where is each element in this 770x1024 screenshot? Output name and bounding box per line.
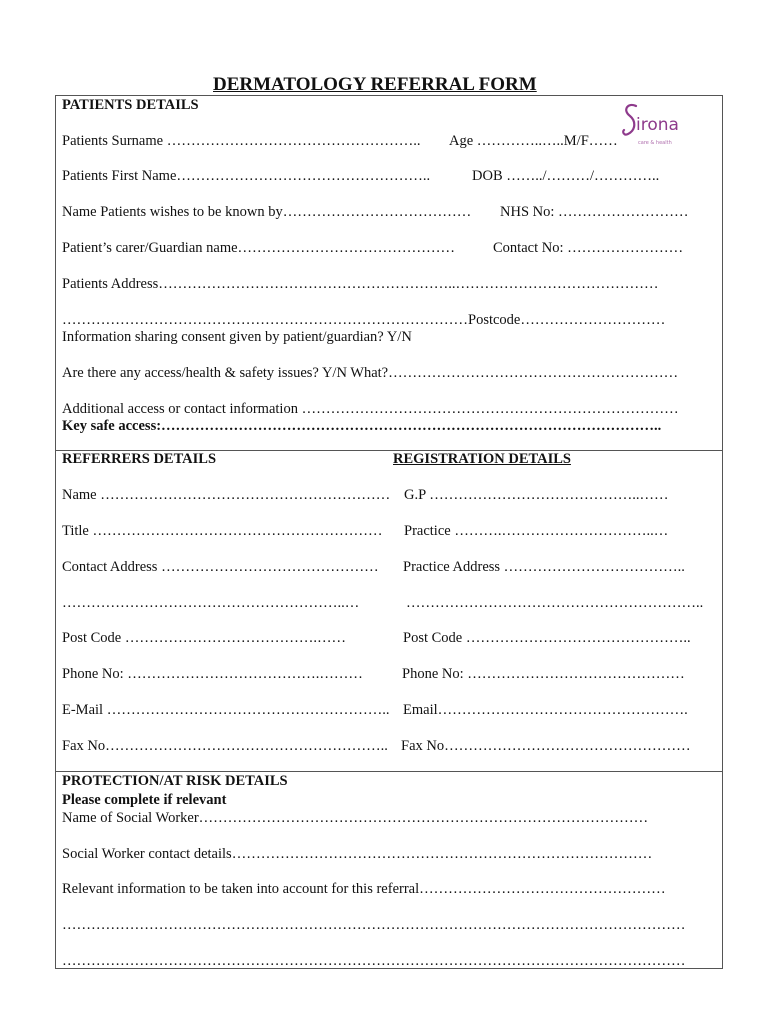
consent-question[interactable]: Information sharing consent given by patient/guardian? Y/N [62, 329, 412, 345]
contact-address-field[interactable]: Contact Address ……………………………………… [62, 559, 379, 575]
relevant-info-line2[interactable]: ………………………………………………………………………………………………………………… [62, 953, 686, 969]
referrer-phone-field[interactable]: Phone No: ………………………………….……… [62, 666, 363, 682]
practice-address-field[interactable]: Practice Address ……………………………….. [403, 559, 685, 575]
carer-field[interactable]: Patient’s carer/Guardian name……………………………………… [62, 240, 456, 256]
access-issues-field[interactable]: Are there any access/health & safety issues? Y/N What?…………………………………………………… [62, 365, 679, 381]
practice-postcode-field[interactable]: Post Code ……………………………………….. [403, 630, 691, 646]
first-name-field[interactable]: Patients First Name…………………………………………….. [62, 168, 431, 184]
social-worker-contact-field[interactable]: Social Worker contact details…………………………………………………………………………… [62, 846, 653, 862]
practice-field[interactable]: Practice ……….…………………………..… [404, 523, 669, 539]
registration-heading: REGISTRATION DETAILS [393, 451, 571, 467]
age-field[interactable]: Age …………..…..M/F…… [449, 133, 618, 149]
dob-field[interactable]: DOB ……../………/………….. [472, 168, 660, 184]
form-title: DERMATOLOGY REFERRAL FORM [213, 74, 537, 95]
practice-phone-field[interactable]: Phone No: ……………………………………… [402, 666, 685, 682]
practice-address-line2[interactable]: …………………………………………………….. [406, 595, 704, 611]
gp-field[interactable]: G.P ……………………………………..…… [404, 487, 669, 503]
protection-subheading: Please complete if relevant [62, 792, 227, 808]
nhs-number-field[interactable]: NHS No: ……………………… [500, 204, 689, 220]
key-safe-field[interactable]: Key safe access:………………………………………………………………………………………….. [62, 418, 662, 434]
address-field[interactable]: Patients Address……………………………………………………..…………………………………… [62, 276, 659, 292]
logo-tagline: care & health [638, 140, 672, 146]
referrer-postcode-field[interactable]: Post Code ………………………………….…… [62, 630, 346, 646]
practice-fax-field[interactable]: Fax No…………………………………………… [401, 738, 691, 754]
referrer-title-field[interactable]: Title …………………………………………………… [62, 523, 383, 539]
practice-email-field[interactable]: Email……………………………………………. [403, 702, 688, 718]
logo-text: irona [636, 115, 679, 135]
protection-heading: PROTECTION/AT RISK DETAILS [62, 773, 288, 789]
contact-address-line2[interactable]: …………………………………………………..… [62, 595, 360, 611]
referrers-heading: REFERRERS DETAILS [62, 451, 217, 467]
referrer-fax-field[interactable]: Fax No………………………………………………….. [62, 738, 388, 754]
patients-heading: PATIENTS DETAILS [62, 97, 199, 113]
social-worker-field[interactable]: Name of Social Worker………………………………………………………………………………… [62, 810, 649, 826]
known-by-field[interactable]: Name Patients wishes to be known by………………………………… [62, 204, 472, 220]
surname-field[interactable]: Patients Surname …………………………………………….. [62, 133, 421, 149]
address-line-postcode[interactable]: …………………………………………………………………………Postcode………………………… [62, 312, 666, 328]
referrer-name-field[interactable]: Name …………………………………………………… [62, 487, 391, 503]
referrer-email-field[interactable]: E-Mail ………………………………………………….. [62, 702, 390, 718]
additional-access-field[interactable]: Additional access or contact information …………………………………………………………………… [62, 401, 679, 417]
relevant-info-field[interactable]: Relevant information to be taken into account for this referral…………………………………………… [62, 881, 666, 897]
relevant-info-line1[interactable]: ………………………………………………………………………………………………………………… [62, 917, 686, 933]
contact-number-field[interactable]: Contact No: …………………… [493, 240, 684, 256]
